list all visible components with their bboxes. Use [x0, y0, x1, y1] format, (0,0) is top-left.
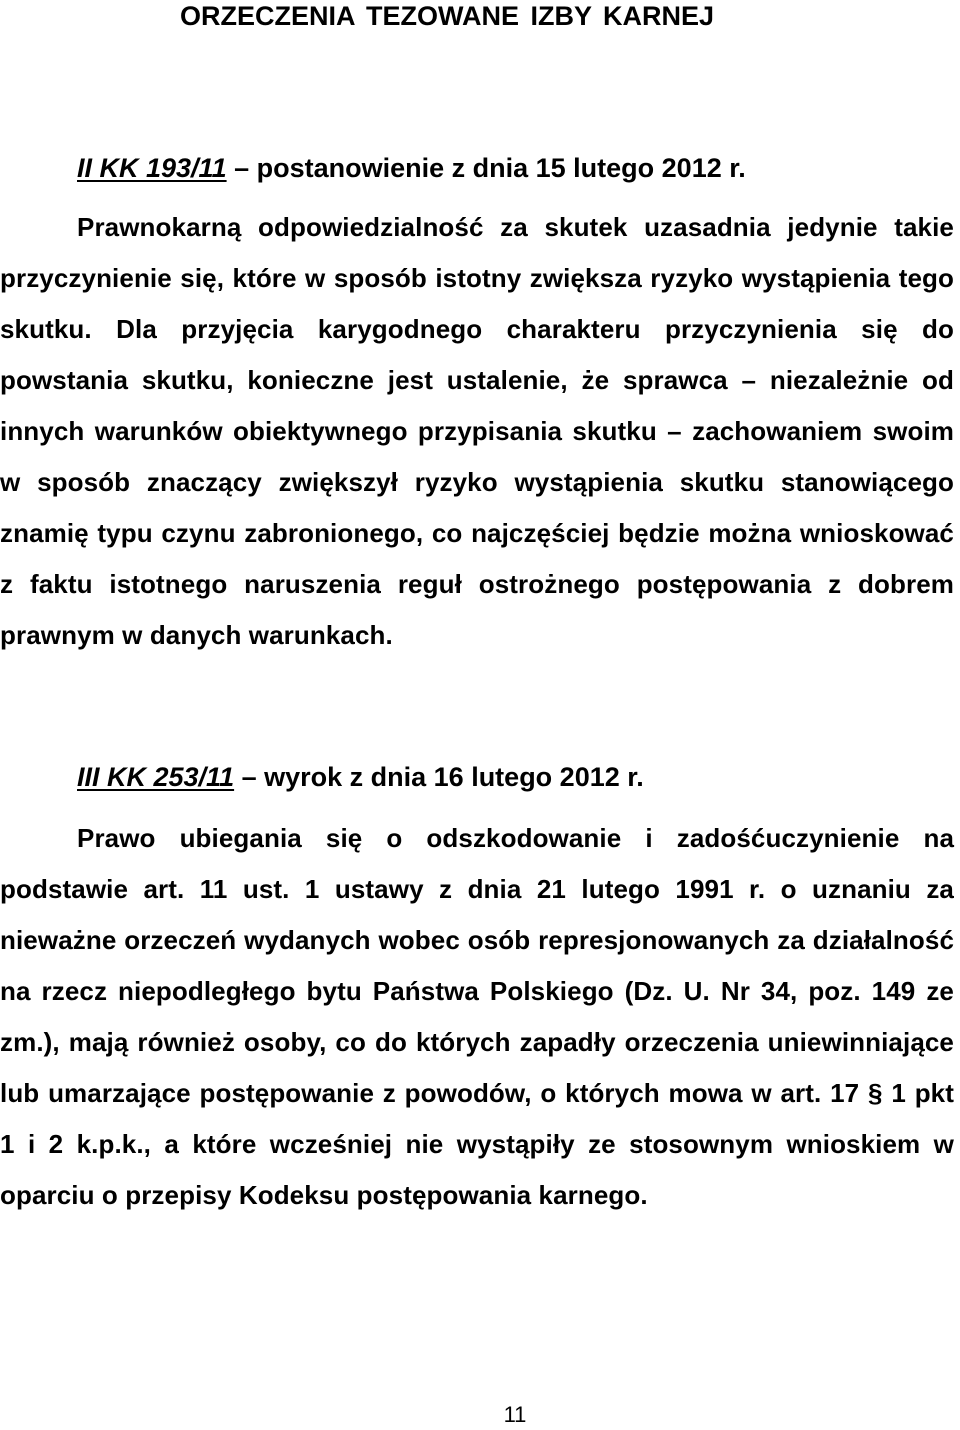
ruling-date: – postanowienie z dnia 15 lutego 2012 r.	[226, 153, 746, 183]
section-header: ORZECZENIA TEZOWANE IZBY KARNEJ	[180, 1, 715, 31]
ruling-entry	[0, 759, 954, 1221]
ruling-thesis: Prawnokarną odpowiedzialność za skutek uzasadnia jedynie takie przyczynienie się, które w sposób istotny zwiększa ryzyko wystąpienia tego skutku. Dla przyjęcia karygodnego charakteru przyczynienia się do powstania skutku, konieczne jest ustalenie, że sprawca – niezależnie od innych warunków obiektywnego przypisania skutku – zachowaniem swoim w sposób znaczący zwiększył ryzyko wystąpienia skutku stanowiącego znamię typu czynu zabronionego, co najczęściej będzie można wnioskować z faktu istotnego naruszenia reguł ostrożnego postępowania z dobrem prawnym w danych warunkach.	[0, 212, 954, 650]
case-reference: III KK 253/11	[77, 762, 235, 792]
case-reference: II KK 193/11	[77, 153, 227, 183]
ruling-entry	[0, 150, 954, 661]
ruling-heading	[77, 759, 954, 795]
ruling-heading	[77, 150, 954, 186]
page-number: 11	[503, 1402, 527, 1427]
ruling-date: – wyrok z dnia 16 lutego 2012 r.	[234, 762, 644, 792]
ruling-thesis: Prawo ubiegania się o odszkodowanie i zadośćuczynienie na podstawie art. 11 ust. 1 ustawy z dnia 21 lutego 1991 r. o uznaniu za nieważne orzeczeń wydanych wobec osób represjonowanych za działalność na rzecz niepodległego bytu Państwa Polskiego (Dz. U. Nr 34, poz. 149 ze zm.), mają również osoby, co do których zapadły orzeczenia uniewinniające lub umarzające postępowanie z powodów, o których mowa w art. 17 § 1 pkt 1 i 2 k.p.k., a które wcześniej nie wystąpiły ze stosownym wnioskiem w oparciu o przepisy Kodeksu postępowania karnego.	[0, 823, 954, 1210]
